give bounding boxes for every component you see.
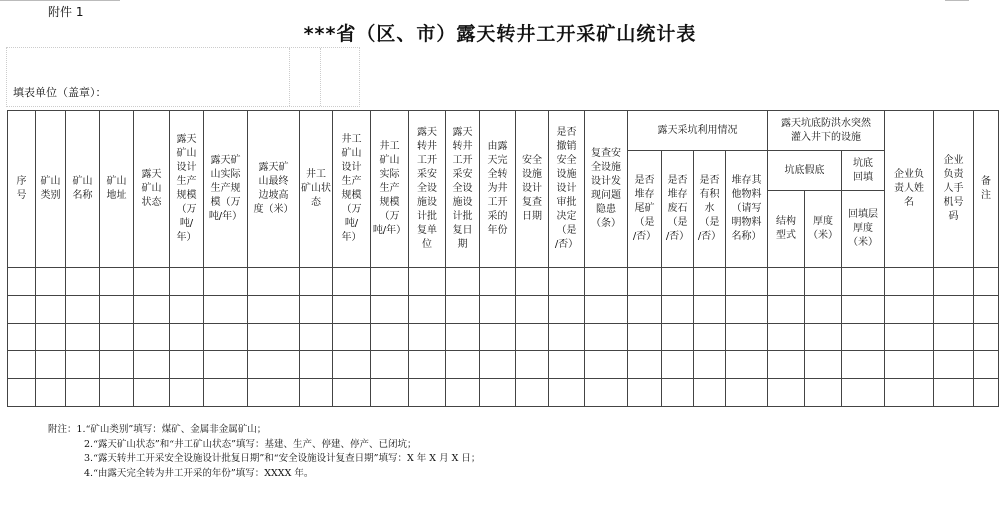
- table-cell[interactable]: [409, 351, 446, 379]
- table-cell[interactable]: [934, 379, 974, 407]
- table-cell[interactable]: [662, 268, 694, 296]
- table-cell[interactable]: [842, 351, 885, 379]
- table-cell[interactable]: [805, 351, 842, 379]
- stamp-divider: [320, 48, 321, 106]
- table-cell[interactable]: [549, 323, 585, 351]
- col-header: 企业负 责人姓 名: [885, 111, 934, 268]
- table-cell[interactable]: [204, 295, 248, 323]
- col-header: 露天 转井 工开 采安 全设 施设 计批 复单 位: [409, 111, 446, 268]
- table-cell[interactable]: [516, 295, 549, 323]
- table-cell[interactable]: [768, 268, 805, 296]
- col-header: 结构 型式: [768, 191, 805, 268]
- table-cell[interactable]: [134, 379, 170, 407]
- table-cell[interactable]: [628, 351, 662, 379]
- table-cell[interactable]: [768, 351, 805, 379]
- table-cell[interactable]: [628, 379, 662, 407]
- table-cell[interactable]: [974, 268, 999, 296]
- col-header: 是否 堆存 尾矿 （是 /否）: [628, 151, 662, 268]
- table-cell[interactable]: [100, 323, 134, 351]
- col-header: 矿山 类别: [36, 111, 66, 268]
- table-cell[interactable]: [842, 295, 885, 323]
- table-cell[interactable]: [974, 379, 999, 407]
- table-cell[interactable]: [446, 295, 480, 323]
- table-cell[interactable]: [100, 295, 134, 323]
- table-cell[interactable]: [204, 351, 248, 379]
- table-cell[interactable]: [662, 351, 694, 379]
- table-cell[interactable]: [446, 379, 480, 407]
- table-cell[interactable]: [585, 379, 628, 407]
- table-cell[interactable]: [549, 268, 585, 296]
- table-cell[interactable]: [934, 295, 974, 323]
- table-cell[interactable]: [66, 268, 100, 296]
- table-cell[interactable]: [66, 295, 100, 323]
- col-header: 回填层 厚度 （米）: [842, 191, 885, 268]
- table-cell[interactable]: [409, 295, 446, 323]
- table-cell[interactable]: [170, 379, 204, 407]
- table-cell[interactable]: [100, 268, 134, 296]
- table-cell[interactable]: [300, 379, 333, 407]
- table-cell[interactable]: [934, 323, 974, 351]
- table-cell[interactable]: [694, 323, 726, 351]
- table-cell[interactable]: [170, 323, 204, 351]
- group-header-flood-facilities: 露天坑底防洪水突然 灌入井下的设施: [768, 111, 885, 151]
- table-cell[interactable]: [974, 323, 999, 351]
- note-line: 附注：1.“矿山类别”填写：煤矿、金属非金属矿山；: [48, 424, 267, 435]
- table-row: [8, 351, 999, 379]
- table-cell[interactable]: [66, 351, 100, 379]
- table-cell[interactable]: [100, 379, 134, 407]
- table-cell[interactable]: [726, 295, 768, 323]
- table-cell[interactable]: [8, 295, 36, 323]
- table-cell[interactable]: [8, 379, 36, 407]
- table-row: [8, 295, 999, 323]
- table-cell[interactable]: [974, 351, 999, 379]
- table-cell[interactable]: [134, 323, 170, 351]
- table-cell[interactable]: [170, 295, 204, 323]
- group-header-pit-usage: 露天采坑利用情况: [628, 111, 768, 151]
- table-cell[interactable]: [248, 295, 300, 323]
- table-cell[interactable]: [842, 323, 885, 351]
- table-cell[interactable]: [885, 379, 934, 407]
- table-cell[interactable]: [333, 351, 371, 379]
- table-cell[interactable]: [585, 295, 628, 323]
- table-cell[interactable]: [842, 379, 885, 407]
- table-cell[interactable]: [585, 351, 628, 379]
- table-cell[interactable]: [694, 351, 726, 379]
- col-header: 堆存其 他物料 （请写 明物料 名称）: [726, 151, 768, 268]
- table-cell[interactable]: [885, 268, 934, 296]
- note-line: 4.“由露天完全转为井工开采的年份”填写：XXXX 年。: [84, 467, 314, 479]
- table-cell[interactable]: [134, 268, 170, 296]
- col-header: 井工 矿山 实际 生产 规模 （万 吨/年）: [371, 111, 409, 268]
- table-body: [8, 268, 999, 407]
- table-cell[interactable]: [66, 379, 100, 407]
- table-cell[interactable]: [934, 268, 974, 296]
- col-header: 安全 设施 设计 复查 日期: [516, 111, 549, 268]
- table-cell[interactable]: [300, 268, 333, 296]
- note-line: 3.“露天转井工开采安全设施设计批复日期”和“安全设施设计复查日期”填写：X 年 X 月 X 日；: [84, 453, 481, 464]
- table-cell[interactable]: [409, 323, 446, 351]
- table-cell[interactable]: [134, 351, 170, 379]
- table-cell[interactable]: [8, 323, 36, 351]
- col-header: 井工 矿山状态: [300, 111, 333, 268]
- table-cell[interactable]: [885, 323, 934, 351]
- table-cell[interactable]: [516, 323, 549, 351]
- table-cell[interactable]: [480, 351, 516, 379]
- table-cell[interactable]: [371, 379, 409, 407]
- col-header: 是否 有积 水（是 /否）: [694, 151, 726, 268]
- table-cell[interactable]: [726, 351, 768, 379]
- attachment-label: 附件 1: [48, 5, 84, 19]
- table-cell[interactable]: [480, 268, 516, 296]
- table-cell[interactable]: [726, 379, 768, 407]
- table-cell[interactable]: [409, 379, 446, 407]
- table-cell[interactable]: [300, 295, 333, 323]
- table-cell[interactable]: [300, 323, 333, 351]
- col-header: 是否 堆存 废石 （是 /否）: [662, 151, 694, 268]
- table-row: [8, 323, 999, 351]
- fill-unit-label: 填表单位（盖章）：: [13, 86, 107, 99]
- col-header: 露天 转井 工开 采安 全设 施设 计批 复日 期: [446, 111, 480, 268]
- table-cell[interactable]: [446, 323, 480, 351]
- statistics-table: [7, 110, 999, 407]
- table-cell[interactable]: [549, 379, 585, 407]
- table-cell[interactable]: [409, 268, 446, 296]
- table-cell[interactable]: [516, 379, 549, 407]
- table-cell[interactable]: [204, 268, 248, 296]
- table-cell[interactable]: [248, 268, 300, 296]
- top-rule-right: [945, 0, 969, 1]
- table-cell[interactable]: [842, 268, 885, 296]
- table-cell[interactable]: [694, 268, 726, 296]
- top-rule-left: [0, 0, 120, 1]
- table-cell[interactable]: [446, 268, 480, 296]
- table-cell[interactable]: [480, 379, 516, 407]
- table-cell[interactable]: [36, 295, 66, 323]
- table-cell[interactable]: [885, 351, 934, 379]
- col-header: 井工 矿山 设计 生产 规模 （万 吨/ 年）: [333, 111, 371, 268]
- table-cell[interactable]: [974, 295, 999, 323]
- table-cell[interactable]: [134, 295, 170, 323]
- table-cell[interactable]: [8, 268, 36, 296]
- table-cell[interactable]: [204, 323, 248, 351]
- col-header: 企业 负责 人手 机号 码: [934, 111, 974, 268]
- col-header: 矿山 地址: [100, 111, 134, 268]
- table-cell[interactable]: [768, 379, 805, 407]
- table-cell[interactable]: [628, 268, 662, 296]
- notes: [48, 423, 480, 481]
- subgroup-header-bottom-fill: 坑底 回填: [842, 151, 885, 191]
- col-header: 复查安 全设施 设计发 现问题 隐患 （条）: [585, 111, 628, 268]
- table-cell[interactable]: [204, 379, 248, 407]
- col-header: 序 号: [8, 111, 36, 268]
- col-header: 由露 天完 全转 为井 工开 采的 年份: [480, 111, 516, 268]
- table-cell[interactable]: [371, 351, 409, 379]
- table-cell[interactable]: [100, 351, 134, 379]
- table-cell[interactable]: [549, 295, 585, 323]
- table-row: [8, 268, 999, 296]
- note-line: 2.“露天矿山状态”和“井工矿山状态”填写：基建、生产、停建、停产、已闭坑；: [84, 438, 417, 450]
- table-cell[interactable]: [726, 323, 768, 351]
- table-cell[interactable]: [333, 268, 371, 296]
- col-header: 露天 矿山 设计 生产 规模 （万 吨/ 年）: [170, 111, 204, 268]
- table-cell[interactable]: [170, 268, 204, 296]
- table-cell[interactable]: [934, 351, 974, 379]
- table-cell[interactable]: [371, 323, 409, 351]
- table-cell[interactable]: [170, 351, 204, 379]
- table-cell[interactable]: [371, 295, 409, 323]
- table-cell[interactable]: [805, 268, 842, 296]
- table-cell[interactable]: [333, 295, 371, 323]
- table-cell[interactable]: [8, 351, 36, 379]
- table-cell[interactable]: [726, 268, 768, 296]
- table-cell[interactable]: [333, 379, 371, 407]
- table-cell[interactable]: [248, 323, 300, 351]
- table-cell[interactable]: [333, 323, 371, 351]
- table-cell[interactable]: [805, 295, 842, 323]
- subgroup-header-fake-bottom: 坑底假底: [768, 151, 842, 191]
- col-header: 露天 矿山 状态: [134, 111, 170, 268]
- table-cell[interactable]: [549, 351, 585, 379]
- table-cell[interactable]: [480, 323, 516, 351]
- stamp-divider: [289, 48, 290, 106]
- table-cell[interactable]: [66, 323, 100, 351]
- table-cell[interactable]: [300, 351, 333, 379]
- table-cell[interactable]: [516, 351, 549, 379]
- table-cell[interactable]: [805, 379, 842, 407]
- table-cell[interactable]: [768, 295, 805, 323]
- table-cell[interactable]: [516, 268, 549, 296]
- table-cell[interactable]: [694, 379, 726, 407]
- table-cell[interactable]: [36, 351, 66, 379]
- col-header: 厚度 （米）: [805, 191, 842, 268]
- table-cell[interactable]: [662, 379, 694, 407]
- table-cell[interactable]: [628, 323, 662, 351]
- table-cell[interactable]: [662, 323, 694, 351]
- table-cell[interactable]: [628, 295, 662, 323]
- col-header: 矿山 名称: [66, 111, 100, 268]
- table-cell[interactable]: [36, 379, 66, 407]
- col-header: 露天矿 山实际 生产规 模（万 吨/年）: [204, 111, 248, 268]
- table-cell[interactable]: [694, 295, 726, 323]
- table-cell[interactable]: [768, 323, 805, 351]
- table-row: [8, 379, 999, 407]
- table-cell[interactable]: [885, 295, 934, 323]
- table-cell[interactable]: [371, 268, 409, 296]
- table-cell[interactable]: [248, 351, 300, 379]
- table-cell[interactable]: [662, 295, 694, 323]
- col-header: 露天矿 山最终 边坡高 度（米）: [248, 111, 300, 268]
- table-cell[interactable]: [248, 379, 300, 407]
- header-row-1: [8, 111, 999, 151]
- col-header: 是否 撤销 安全 设施 设计 审批 决定 （是 /否）: [549, 111, 585, 268]
- table-cell[interactable]: [480, 295, 516, 323]
- table-cell[interactable]: [805, 323, 842, 351]
- table-cell[interactable]: [585, 268, 628, 296]
- table-cell[interactable]: [36, 323, 66, 351]
- table-cell[interactable]: [36, 268, 66, 296]
- table-cell[interactable]: [446, 351, 480, 379]
- page-title: ***省（区、市）露天转井工开采矿山统计表: [303, 23, 697, 45]
- table-cell[interactable]: [585, 323, 628, 351]
- col-header: 备 注: [974, 111, 999, 268]
